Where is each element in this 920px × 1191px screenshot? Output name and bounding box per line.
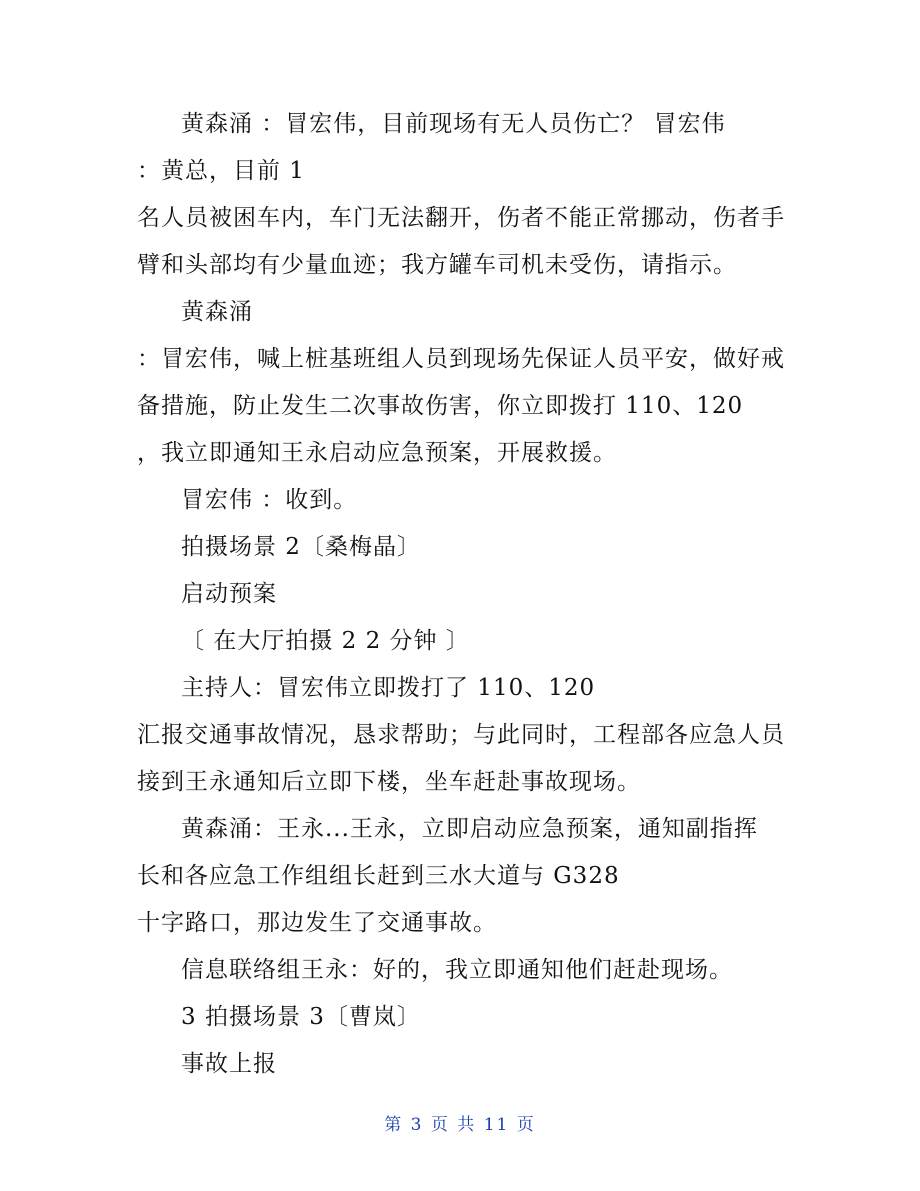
text-line-11: 启动预案: [181, 581, 277, 607]
text-line-9: 冒宏伟 ：收到。: [181, 487, 358, 513]
text-line-7: 备措施，防止发生二次事故伤害，你立即拨打 110、120: [137, 393, 744, 419]
text-line-13: 主持人：冒宏伟立即拨打了 110、120: [181, 675, 596, 701]
text-line-2: ：黄总，目前 1: [137, 158, 305, 184]
text-line-4: 臂和头部均有少量血迹；我方罐车司机未受伤，请指示。: [137, 252, 737, 278]
text-line-14: 汇报交通事故情况，恳求帮助；与此同时，工程部各应急人员: [137, 722, 785, 748]
page-number-footer: 第 3 页 共 11 页: [384, 1115, 536, 1135]
text-line-15: 接到王永通知后立即下楼，坐车赶赴事故现场。: [137, 769, 641, 795]
text-line-18: 十字路口，那边发生了交通事故。: [137, 910, 497, 936]
text-line-17: 长和各应急工作组组长赶到三水大道与 G328: [137, 863, 620, 889]
text-line-12: 〔 在大厅拍摄 2 2 分钟 〕: [181, 628, 470, 654]
text-line-20: 3 拍摄场景 3〔曹岚〕: [181, 1004, 421, 1030]
text-line-21: 事故上报: [181, 1051, 277, 1077]
text-line-5: 黄森涌: [181, 299, 253, 325]
text-line-3: 名人员被困车内，车门无法翻开，伤者不能正常挪动，伤者手: [137, 205, 785, 231]
text-line-19: 信息联络组王永：好的，我立即通知他们赶赴现场。: [181, 957, 733, 983]
text-line-8: ，我立即通知王永启动应急预案，开展救援。: [137, 440, 617, 466]
text-line-16: 黄森涌：王永...王永，立即启动应急预案，通知副指挥: [181, 816, 758, 842]
text-line-10: 拍摄场景 2〔桑梅晶〕: [181, 534, 421, 560]
text-line-6: ：冒宏伟，喊上桩基班组人员到现场先保证人员平安，做好戒: [137, 346, 785, 372]
text-line-1: 黄森涌 ：冒宏伟，目前现场有无人员伤亡？ 冒宏伟: [181, 111, 726, 137]
